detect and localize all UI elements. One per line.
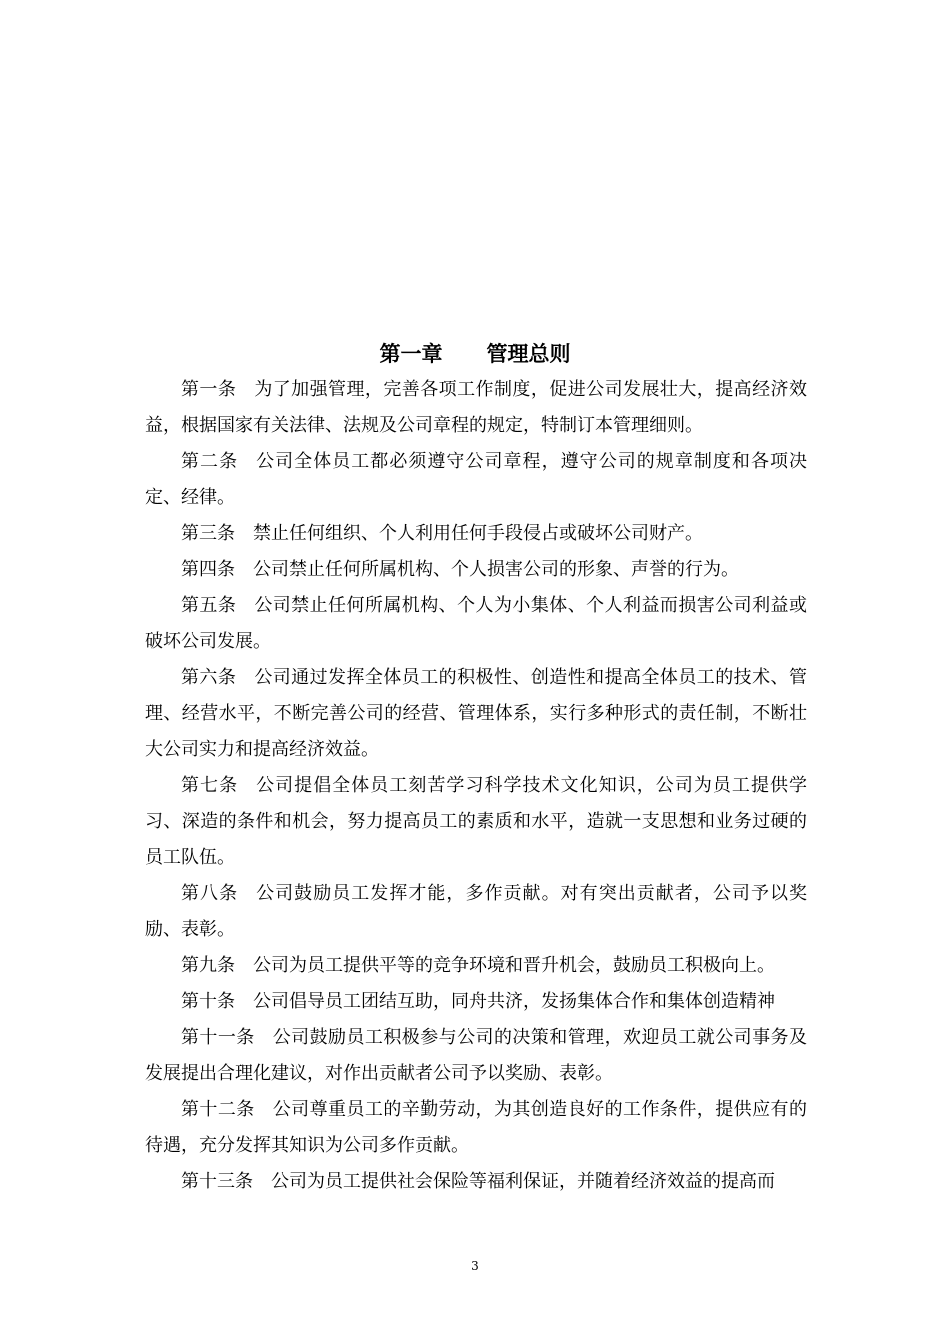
article-number: 第五条 <box>181 595 237 616</box>
article-number: 第六条 <box>181 667 237 688</box>
article-number: 第十二条 <box>181 1099 255 1120</box>
article-text: 公司倡导员工团结互助，同舟共济，发扬集体合作和集体创造精神 <box>253 991 775 1012</box>
article-4 <box>145 552 807 588</box>
article-13 <box>145 1164 807 1200</box>
article-text: 公司禁止任何所属机构、个人损害公司的形象、声誉的行为。 <box>253 559 739 580</box>
article-number: 第十三条 <box>181 1171 253 1192</box>
article-text: 公司为员工提供平等的竞争环境和晋升机会，鼓励员工积极向上。 <box>253 955 775 976</box>
article-text: 公司为员工提供社会保险等福利保证，并随着经济效益的提高而 <box>271 1171 775 1192</box>
article-text: 公司禁止任何所属机构、个人为小集体、个人利益而损害公司利益或破坏公司发展。 <box>145 595 807 652</box>
article-12 <box>145 1092 807 1164</box>
article-text: 公司全体员工都必须遵守公司章程，遵守公司的规章制度和各项决定、经律。 <box>145 451 808 508</box>
article-number: 第四条 <box>181 559 235 580</box>
chapter-name: 管理总则 <box>486 342 571 366</box>
article-10 <box>145 984 807 1020</box>
article-8 <box>145 876 807 948</box>
article-text: 公司提倡全体员工刻苦学习科学技术文化知识，公司为员工提供学习、深造的条件和机会，努力提高员工的素质和水平，造就一支思想和业务过硬的员工队伍。 <box>145 775 808 868</box>
article-3 <box>145 516 807 552</box>
page-number: 3 <box>471 1259 479 1273</box>
article-6 <box>145 660 807 768</box>
article-number: 第十条 <box>181 991 235 1012</box>
article-7 <box>145 768 807 876</box>
article-list <box>145 372 807 1200</box>
article-text: 为了加强管理，完善各项工作制度，促进公司发展壮大，提高经济效益，根据国家有关法律、法规及公司章程的规定，特制订本管理细则。 <box>145 379 807 436</box>
article-text: 公司鼓励员工积极参与公司的决策和管理，欢迎员工就公司事务及发展提出合理化建议，对作出贡献者公司予以奖励、表彰。 <box>145 1027 807 1084</box>
article-9 <box>145 948 807 984</box>
chapter-title <box>0 338 950 370</box>
article-number: 第三条 <box>181 523 235 544</box>
article-text: 禁止任何组织、个人利用任何手段侵占或破坏公司财产。 <box>253 523 703 544</box>
article-1 <box>145 372 807 444</box>
article-number: 第二条 <box>181 451 239 472</box>
article-number: 第九条 <box>181 955 235 976</box>
article-number: 第一条 <box>181 379 237 400</box>
article-text: 公司通过发挥全体员工的积极性、创造性和提高全体员工的技术、管理、经营水平，不断完善公司的经营、管理体系，实行多种形式的责任制，不断壮大公司实力和提高经济效益。 <box>145 667 807 760</box>
article-number: 第十一条 <box>181 1027 255 1048</box>
article-number: 第七条 <box>181 775 239 796</box>
article-5 <box>145 588 807 660</box>
chapter-number: 第一章 <box>379 342 443 366</box>
article-text: 公司尊重员工的辛勤劳动，为其创造良好的工作条件，提供应有的待遇，充分发挥其知识为公司多作贡献。 <box>145 1099 807 1156</box>
article-2 <box>145 444 807 516</box>
article-text: 公司鼓励员工发挥才能，多作贡献。对有突出贡献者，公司予以奖励、表彰。 <box>145 883 808 940</box>
article-11 <box>145 1020 807 1092</box>
article-number: 第八条 <box>181 883 239 904</box>
